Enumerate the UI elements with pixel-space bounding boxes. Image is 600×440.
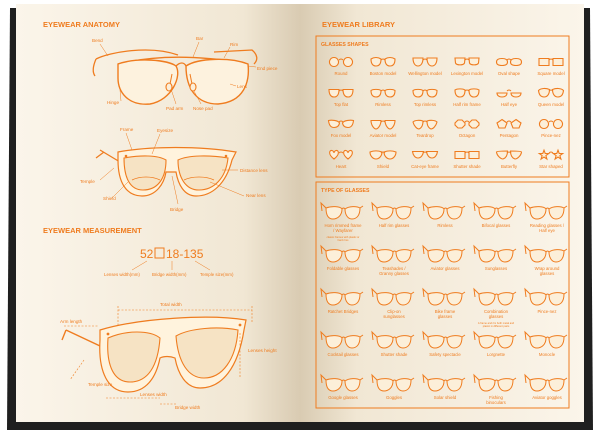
lens-right: [553, 59, 563, 66]
lens-right: [447, 379, 462, 391]
lens-right: [447, 250, 462, 262]
shape-label: Butterfly: [500, 164, 518, 169]
lens-right: [447, 336, 462, 348]
type-note: A frame and rim both metal and plastic in different parts: [477, 322, 515, 329]
lens-right: [345, 379, 360, 391]
label-temple-size: Temple size: [88, 382, 113, 387]
lens-left: [455, 89, 465, 97]
type-label: Monocle: [538, 352, 556, 357]
lens-left: [329, 120, 340, 127]
label-shield: Shield: [103, 196, 116, 201]
lens-right: [345, 336, 360, 348]
lens-left: [413, 58, 423, 66]
type-label: Safety spectacle: [429, 352, 461, 357]
shape-label: Aviator model: [369, 133, 397, 138]
type-label: Sunglasses: [484, 266, 508, 271]
type-label: Clip-on sunglasses: [383, 309, 405, 319]
label-bend: Bend: [92, 38, 103, 43]
lens-left: [329, 90, 339, 98]
lens-right: [343, 120, 354, 127]
lens-right: [447, 293, 462, 305]
lens-right: [553, 120, 562, 129]
lens-right: [553, 88, 564, 97]
shape-label: Heart: [335, 164, 347, 169]
label-bridge: Bridge: [170, 207, 184, 212]
shape-label: Queen model: [537, 102, 565, 107]
shape-label: Shield: [376, 164, 390, 169]
lens-right: [498, 293, 513, 305]
lens-right: [549, 207, 564, 219]
label-hinge: Hinge: [107, 100, 120, 105]
lens-left: [371, 58, 381, 67]
label-total-width: Total width: [160, 302, 182, 307]
type-horn-rimmed-frame-wayfarer: [321, 203, 363, 242]
type-label: Goggles: [385, 395, 403, 400]
label-end-piece: End piece: [257, 66, 278, 71]
lens-left: [455, 152, 465, 159]
lens-left: [371, 89, 381, 97]
lens-right: [345, 293, 360, 305]
label-bar: Bar: [196, 36, 204, 41]
lens-right: [345, 250, 360, 262]
shape-label: Half rim frame: [453, 102, 481, 107]
shape-label: Square model: [537, 71, 565, 76]
label-frame: Frame: [120, 127, 134, 132]
label-lens: Lens: [237, 84, 247, 89]
type-label: Aviator goggles: [532, 395, 562, 400]
label-lenses-height: Lenses height: [248, 348, 277, 353]
shape-label: Teardrop: [416, 133, 434, 138]
lens-left: [539, 88, 550, 97]
formula-bridge-temple: 18-135: [166, 247, 204, 261]
lens-right: [396, 207, 411, 219]
label-nose-pad: Nose pad: [193, 106, 213, 111]
lens-right: [427, 89, 437, 97]
type-label: Half rim glasses: [378, 223, 410, 228]
formula-lens-size: 52: [140, 247, 154, 261]
shape-label: Rimless: [375, 102, 391, 107]
type-label: Foldable glasses: [326, 266, 360, 271]
type-label: Teashades / Granny glasses: [379, 266, 409, 276]
shape-label: Round: [334, 71, 348, 76]
lens-right: [469, 58, 479, 65]
type-label: Google glasses: [328, 395, 358, 400]
lens-right: [396, 250, 411, 262]
type-label: Fishing binoculars: [486, 395, 506, 405]
shapes-title: GLASSES SHAPES: [321, 42, 369, 48]
lens-right: [511, 59, 522, 66]
formula-label-temple: Temple size(mm): [200, 272, 234, 277]
label-pad-arm: Pad arm: [166, 106, 184, 111]
type-label: Pince-nez: [537, 309, 557, 314]
shape-label: Fox model: [330, 133, 352, 138]
lens-right: [396, 379, 411, 391]
lens-left: [413, 89, 423, 97]
type-label: Combination glasses: [483, 309, 509, 319]
shape-label: Pentagon: [499, 133, 519, 138]
lens-right: [549, 293, 564, 305]
label-arm-length: Arm length: [60, 319, 83, 324]
lens-left: [497, 93, 507, 97]
lens-right: [549, 379, 564, 391]
shape-label: Pince-nez: [541, 133, 561, 138]
type-label: Reading glasses / Half eye: [529, 223, 565, 233]
lens-left: [329, 58, 338, 67]
type-label: Lorgnette: [486, 352, 506, 357]
shape-label: Octagon: [458, 133, 476, 138]
formula-label-lens: Lenses width(mm): [104, 272, 140, 277]
lens-left: [455, 58, 465, 65]
shape-label: Top flat: [333, 102, 349, 107]
shape-label: Half eye: [500, 102, 518, 107]
type-label: Wrap around glasses: [534, 266, 560, 276]
type-label: Bifocal glasses: [481, 223, 511, 228]
label-eyesize: Eyesize: [157, 128, 174, 133]
lens-right: [447, 207, 462, 219]
type-label: Horn rimmed frame / Wayfarer: [324, 223, 362, 233]
lens-right: [498, 250, 513, 262]
library-title: EYEWEAR LIBRARY: [322, 20, 396, 29]
lens-right: [469, 152, 479, 159]
lens-left: [455, 120, 465, 128]
type-label: Shutter shade: [380, 352, 408, 357]
shape-label: Star shaped: [539, 164, 563, 169]
type-note: classic frames with plastic or hard rims: [326, 236, 360, 243]
type-label: Solar shield: [433, 395, 457, 400]
lens-right: [498, 336, 513, 348]
type-label: Ratchet Bridges: [327, 309, 359, 314]
lens-left: [497, 59, 508, 66]
lens-right: [469, 120, 479, 128]
lens-right: [396, 336, 411, 348]
type-label: Cocktail glasses: [327, 352, 359, 357]
lens-right: [498, 379, 513, 391]
shape-label: Cat-eye frame: [411, 164, 439, 169]
label-rim: Rim: [230, 42, 239, 47]
anatomy-title: EYEWEAR ANATOMY: [43, 20, 120, 29]
label-lenses-width: Lenses width: [140, 392, 167, 397]
lens-right: [427, 58, 437, 66]
lens-left: [539, 59, 549, 66]
label-temple: Temple: [80, 179, 95, 184]
lens-right: [469, 89, 479, 97]
label-near-lens: Near lens: [246, 193, 266, 198]
type-label: Bike frame glasses: [434, 309, 456, 319]
formula-label-bridge: Bridge width(mm): [152, 272, 187, 277]
lens-right: [385, 58, 395, 67]
shape-label: Lexington model: [450, 71, 484, 76]
measurement-title: EYEWEAR MEASUREMENT: [43, 226, 142, 235]
lens-right: [498, 207, 513, 219]
lens-right: [549, 336, 564, 348]
shape-label: Wellington model: [408, 71, 442, 76]
lens-right: [343, 90, 353, 98]
label-distance-lens: Distance lens: [240, 168, 268, 173]
shape-label: Top rimless: [413, 102, 437, 107]
label-bridge-width: Bridge width: [175, 405, 201, 410]
shape-label: Boston model: [369, 71, 397, 76]
lens-right: [345, 207, 360, 219]
shape-label: Oval shape: [497, 71, 521, 76]
lens-left: [539, 120, 548, 129]
type-label: Rimless: [437, 223, 453, 228]
lens-right: [549, 250, 564, 262]
lens-right: [343, 58, 352, 67]
shape-label: Shutter shade: [453, 164, 481, 169]
lens-right: [396, 293, 411, 305]
lens-right: [385, 89, 395, 97]
type-label: Aviator glasses: [430, 266, 460, 271]
lens-right: [511, 93, 521, 97]
types-title: TYPE OF GLASSES: [321, 188, 370, 194]
